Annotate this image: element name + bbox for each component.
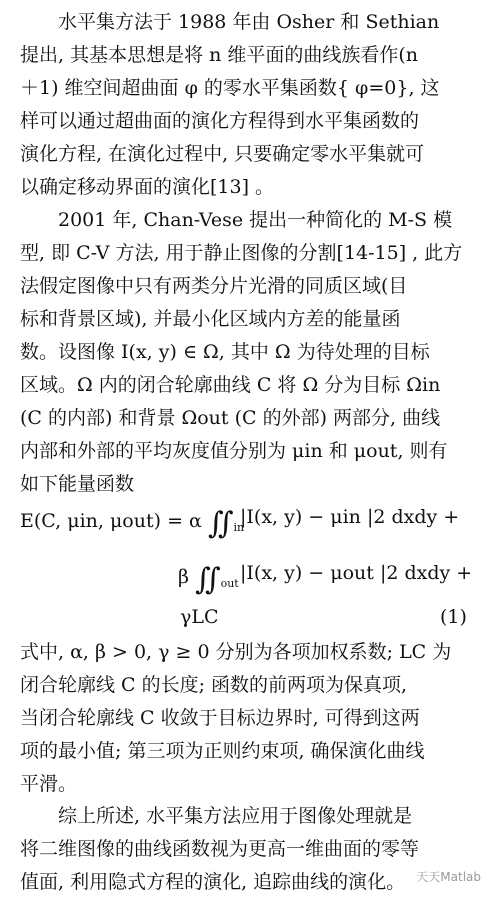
- text-line: 法假定图像中只有两类分片光滑的同质区域(目: [20, 275, 408, 297]
- text-line: 当闭合轮廓线 C 收敛于目标边界时, 可得到这两: [20, 707, 420, 729]
- text-line: 将二维图像的曲线函数视为更高一维曲面的零等: [20, 838, 420, 860]
- text-line: 演化方程, 在演化过程中, 只要确定零水平集就可: [20, 143, 425, 165]
- text-line: 以确定移动界面的演化[13] 。: [20, 176, 275, 198]
- integral-subscript-in: in: [233, 521, 245, 534]
- text-line: 区域。Ω 内的闭合轮廓曲线 C 将 Ω 分为目标 Ωin: [20, 374, 441, 396]
- text-line: 数。设图像 I(x, y) ∈ Ω, 其中 Ω 为待处理的目标: [20, 341, 430, 363]
- text-line: ＋1) 维空间超曲面 φ 的零水平集函数{ φ=0}, 这: [20, 77, 440, 99]
- text-line: 内部和外部的平均灰度值分别为 μin 和 μout, 则有: [20, 440, 448, 462]
- text-line: 式中, α, β > 0, γ ≥ 0 分别为各项加权系数; LC 为: [20, 641, 452, 663]
- paragraph-summary: [20, 800, 480, 899]
- double-integral-symbol: ∬: [207, 506, 234, 541]
- equation-beta: β: [178, 566, 189, 588]
- text-line: 项的最小值; 第三项为正则约束项, 确保演化曲线: [20, 740, 425, 762]
- text-line: 综上所述, 水平集方法应用于图像处理就是: [58, 805, 413, 827]
- equation-lhs: E(C, μin, μout) = α: [20, 510, 202, 532]
- paragraph-chan-vese: [20, 204, 480, 501]
- text-line: 标和背景区域), 并最小化区域内方差的能量函: [20, 308, 401, 330]
- text-line: 样可以通过超曲面的演化方程得到水平集函数的: [20, 110, 420, 132]
- text-line: 水平集方法于 1988 年由 Osher 和 Sethian: [58, 11, 440, 33]
- equation-number: (1): [440, 606, 467, 628]
- text-line: 如下能量函数: [20, 473, 135, 495]
- equation-term-2: |I(x, y) − μout |2 dxdy +: [240, 562, 473, 584]
- paragraph-equation-explanation: [20, 636, 480, 801]
- watermark: 天天Matlab: [416, 870, 481, 884]
- text-line: 闭合轮廓线 C 的长度; 函数的前两项为保真项,: [20, 674, 408, 696]
- paragraph-level-set-intro: [20, 6, 480, 204]
- equation-term-1: |I(x, y) − μin |2 dxdy +: [240, 506, 460, 528]
- double-integral-symbol: ∬: [195, 562, 221, 597]
- integral-subscript-out: out: [220, 577, 239, 590]
- text-line: 型, 即 C-V 方法, 用于静止图像的分割[14-15] , 此方: [20, 242, 463, 264]
- text-line: 值面, 利用隐式方程的演化, 追踪曲线的演化。: [20, 871, 406, 893]
- equation-term-3: γLC: [180, 606, 219, 628]
- text-line: 提出, 其基本思想是将 n 维平面的曲线族看作(n: [20, 44, 419, 66]
- text-line: 2001 年, Chan-Vese 提出一种简化的 M-S 模: [58, 209, 453, 231]
- text-line: (C 的内部) 和背景 Ωout (C 的外部) 两部分, 曲线: [20, 407, 441, 429]
- text-line: 平滑。: [20, 773, 78, 795]
